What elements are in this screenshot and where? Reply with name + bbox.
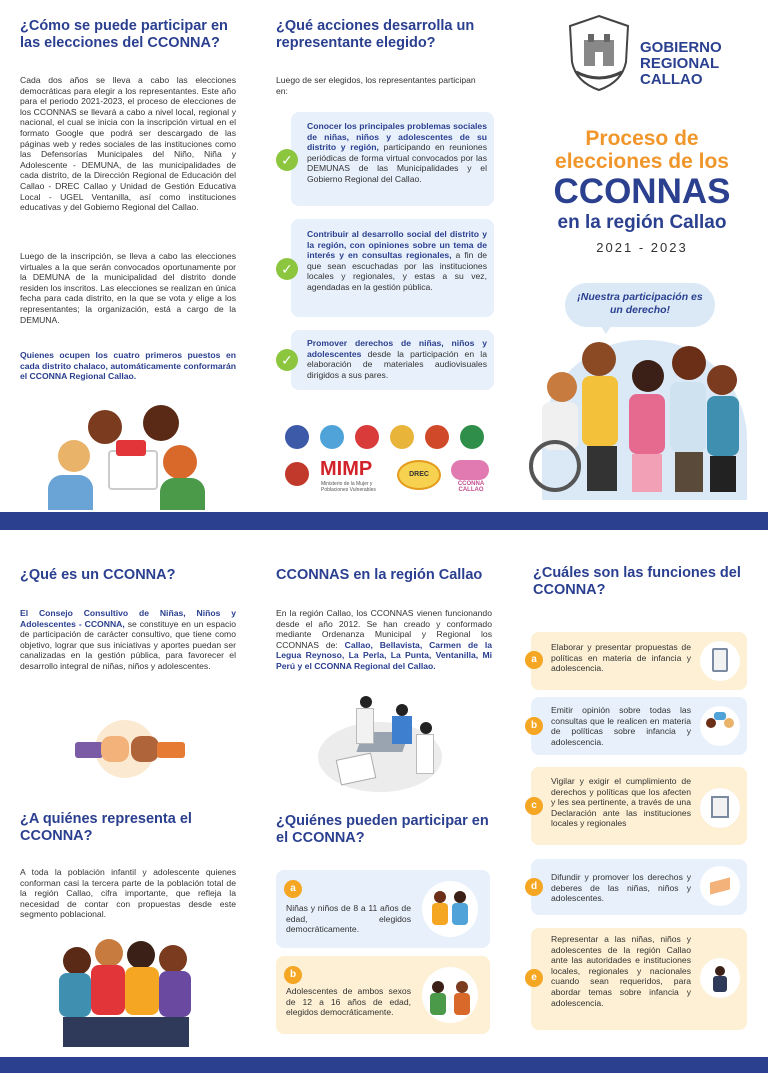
children-pair-icon xyxy=(422,881,478,937)
heading-funciones: ¿Cuáles son las funciones del CCONNA? xyxy=(533,565,741,598)
paragraph-a-quienes: A toda la población infantil y adolescente quienes conforman casi la tercera parte de la población total de la región Callao, cifra importante, que refleja la necesidad de contar con propuestas desde este segmento poblacional. xyxy=(20,867,236,920)
kids-group-illustration xyxy=(527,330,752,502)
heading-como-participar: ¿Cómo se puede participar en las elecciones del CCONNA? xyxy=(20,18,228,51)
function-text-b: Emitir opinión sobre todas las consultas que le realicen en materia de políticas sobre infancia y adolescencia. xyxy=(551,705,691,747)
letter-badge: c xyxy=(525,797,543,815)
paragraph-primeros-puestos: Quienes ocupen los cuatro primeros puestos en cada distrito chalaco, automáticamente conformarán el CCONNA Regional Callao. xyxy=(20,350,236,382)
function-text-e: Representar a las niñas, niños y adolescentes de la región Callao ante las autoridades e instituciones locales, regionales y nacionales cuando sean requeridos, para abordar temas sobre infancia y adolescencia. xyxy=(551,934,691,1008)
district-shield-icon xyxy=(320,425,344,449)
district-shield-icon xyxy=(425,425,449,449)
action-text-1: Conocer los principales problemas sociales de niñas, niños y adolescentes de su distrito y región, participando en reuniones periódicas de forma virtual convocados por las DEMUNAS de las Municipalidades y el Gobierno Regional del Callao. xyxy=(307,121,487,184)
title-cconnas: CCONNAS xyxy=(553,172,731,211)
footer-band-top xyxy=(0,512,768,530)
megaphone-icon xyxy=(700,866,740,906)
district-shield-icon xyxy=(355,425,379,449)
fist-bump-illustration xyxy=(75,718,185,780)
check-icon: ✓ xyxy=(276,149,298,171)
cconna-logo-label: CCONNA CALLAO xyxy=(457,481,485,493)
footer-band-bottom xyxy=(0,1057,768,1073)
title-years: 2021 - 2023 xyxy=(596,240,688,255)
letter-badge: b xyxy=(284,966,302,984)
check-icon: ✓ xyxy=(276,258,298,280)
heading-que-es: ¿Qué es un CCONNA? xyxy=(20,567,176,583)
action-text-2: Contribuir al desarrollo social del distrito y la región, con opiniones sobre un tema de interés y en consultas regionales, a fin de que sean escuchadas por las instituciones locales y regionales, y estas a su vez, agendadas en la gestión pública. xyxy=(307,229,488,292)
drec-logo: DREC xyxy=(397,460,441,490)
title-proceso: Proceso de elecciones de los xyxy=(555,127,729,173)
district-shield-icon xyxy=(285,425,309,449)
gov-region-name: GOBIERNO REGIONAL CALLAO xyxy=(640,39,722,88)
paragraph-elecciones: Cada dos años se lleva a cabo las elecciones democráticas para elegir a los representantes. Este año para el periodo 2021-2023, el proceso de elecciones de los CCONNAS se llevará a cabo a nivel local, regional y nacional, el cual se inicia con la inscripción virtual en el formato Google que podrá ser descargado de las páginas web y redes sociales de las instituciones como las Defensorías Municipales del Niño, Niña y Adolescente - DEMUNA, de las municipalidades de cada distrito, de la Dirección Regional de Educación del Callao - DREC Callao y Unidad de Gestión Educativa Local - UGEL Ventanilla, así como instituciones educativas y del Gobierno Regional del Callao. xyxy=(20,75,236,213)
heading-a-quienes: ¿A quiénes representa el CCONNA? xyxy=(20,811,192,844)
speech-bubble-text: ¡Nuestra participación es un derecho! xyxy=(577,291,703,316)
representative-person-icon xyxy=(700,958,740,998)
letter-badge: b xyxy=(525,717,543,735)
letter-badge: d xyxy=(525,878,543,896)
letter-badge: a xyxy=(525,651,543,669)
function-text-d: Difundir y promover los derechos y deberes de las niñas, niños y adolescentes. xyxy=(551,872,691,904)
mimp-logo: MIMP xyxy=(320,458,373,480)
function-text-c: Vigilar y exigir el cumplimiento de derechos y políticas que los afecten y les sea pertinente, a través de una Declaración ante las instituciones locales y regionales xyxy=(551,776,691,829)
heading-quienes-pueden: ¿Quiénes pueden participar en el CCONNA? xyxy=(276,813,489,846)
gov-callao-shield-icon xyxy=(566,14,632,92)
function-text-a: Elaborar y presentar propuestas de políticas en materia de infancia y adolescencia. xyxy=(551,642,691,674)
district-shield-icon xyxy=(460,425,484,449)
kids-hugging-illustration xyxy=(55,935,200,1047)
gov-region-seal-icon xyxy=(285,462,309,486)
document-signing-icon xyxy=(700,788,740,828)
heading-cconnas-region: CCONNAS en la región Callao xyxy=(276,567,483,583)
title-region: en la región Callao xyxy=(557,212,727,233)
mimp-logo-subtitle: Ministerio de la Mujer y Poblaciones Vulnerables xyxy=(321,481,376,493)
letter-badge: e xyxy=(525,969,543,987)
clipboard-checklist-icon xyxy=(700,641,740,681)
teens-high-five-icon xyxy=(422,967,478,1023)
heading-acciones: ¿Qué acciones desarrolla un representante elegido? xyxy=(276,18,475,51)
district-shield-icon xyxy=(390,425,414,449)
meeting-illustration xyxy=(310,692,445,792)
paragraph-que-es: El Consejo Consultivo de Niñas, Niños y Adolescentes - CCONNA, se constituye en un espacio de participación de carácter consultivo, que tiene como objetivo, lograr que sus iniciativas y aportes puedan ser canalizadas en la gestión pública, para favorecer el desarrollo integral de niñas, niños y adolescentes. xyxy=(20,608,236,671)
paragraph-inscripcion: Luego de la inscripción, se lleva a cabo las elecciones virtuales a la que serán convocados oportunamente por la DEMUNA de la municipalidad del distrito donde residen los inscritos. Las elecciones se realizan en única fecha para cada distrito, en la que se vota y elige a los representantes; la organización, está a cargo de la DEMUNA. xyxy=(20,251,236,325)
participant-text-b: Adolescentes de ambos sexos de 12 a 16 años de edad, elegidos democráticamente. xyxy=(286,986,411,1018)
paragraph-cconnas-region: En la región Callao, los CCONNAS vienen funcionando desde el año 2012. Se han creado y conformado mediante Ordenanza Municipal y Regional los CCONNAS de: Callao, Bellavista, Carmen de la Legua Reynoso, La Perla, La Punta, Ventanilla, Mi Perú y el CCONNA Regional del Callao. xyxy=(276,608,493,671)
check-icon: ✓ xyxy=(276,349,298,371)
cconna-logo-icon xyxy=(451,460,489,480)
participant-text-a: Niñas y niños de 8 a 11 años de edad, elegidos democráticamente. xyxy=(286,903,411,935)
people-talking-icon xyxy=(700,706,740,746)
paragraph-intro-acciones: Luego de ser elegidos, los representantes participan en: xyxy=(276,75,476,96)
action-text-3: Promover derechos de niñas, niños y adolescentes desde la participación en la elaboración de materiales audiovisuales dirigidos a sus pares. xyxy=(307,338,487,380)
kids-voting-illustration xyxy=(48,400,208,510)
letter-badge: a xyxy=(284,880,302,898)
